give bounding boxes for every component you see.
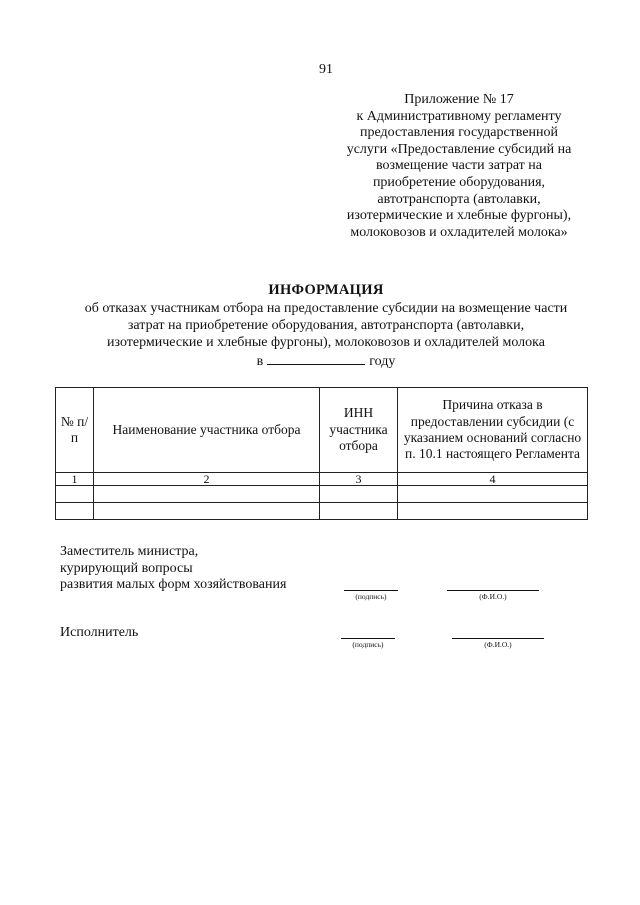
- executor-label: Исполнитель: [60, 625, 139, 640]
- year-prefix: в: [256, 353, 264, 369]
- appendix-line: приобретение оборудования,: [372, 174, 546, 190]
- table-cell: [320, 486, 398, 503]
- header-refusal-reason: Причина отказа в предоставлении субсидии (с указанием оснований согласно п. 10.1 настоящего Регламента: [398, 388, 588, 473]
- table-cell: [398, 486, 588, 503]
- header-number: № п/п: [56, 388, 94, 473]
- table-cell: [56, 486, 94, 503]
- appendix-line: к Административному регламенту: [356, 108, 562, 124]
- document-subtitle: [40, 300, 612, 370]
- document-heading: ИНФОРМАЦИЯ: [268, 282, 384, 298]
- subtitle-line: затрат на приобретение оборудования, автотранспорта (автолавки,: [127, 318, 525, 334]
- column-number: 3: [320, 473, 398, 486]
- name-caption: (Ф.И.О.): [484, 640, 512, 649]
- year-suffix: году: [369, 353, 396, 369]
- deputy-minister-block: [60, 544, 286, 594]
- appendix-line: изотермические и хлебные фургоны),: [346, 208, 572, 224]
- deputy-signature-field: [344, 590, 398, 601]
- appendix-line: молоковозов и охладителей молока»: [350, 224, 568, 240]
- subtitle-line: изотермические и хлебные фургоны), молоковозов и охладителей молока: [107, 335, 545, 351]
- column-number: 4: [398, 473, 588, 486]
- table-cell: [94, 486, 320, 503]
- executor-block: [60, 625, 138, 642]
- name-caption: (Ф.И.О.): [479, 592, 507, 601]
- table-header-row: [56, 388, 588, 473]
- refusals-table: [55, 387, 588, 520]
- column-number: 2: [94, 473, 320, 486]
- appendix-line: Приложение № 17: [404, 92, 514, 107]
- deputy-title-line: развития малых форм хозяйствования: [60, 577, 287, 593]
- year-blank-field: [267, 352, 365, 365]
- page-number: 91: [319, 62, 333, 77]
- deputy-title-line: Заместитель министра,: [60, 544, 199, 559]
- signature-caption: (подпись): [352, 640, 384, 649]
- signature-line: [341, 638, 395, 639]
- executor-name-field: [452, 638, 544, 649]
- table-cell: [56, 503, 94, 520]
- signature-line: [344, 590, 398, 591]
- header-participant-name: Наименование участника отбора: [94, 388, 320, 473]
- executor-signature-field: [341, 638, 395, 649]
- column-number-row: [56, 473, 588, 486]
- appendix-reference: [328, 92, 590, 241]
- appendix-line: услуги «Предоставление субсидий на: [346, 141, 572, 157]
- table-cell: [94, 503, 320, 520]
- year-line: [40, 352, 612, 370]
- table-row: [56, 503, 588, 520]
- signature-caption: (подпись): [355, 592, 387, 601]
- appendix-line: предоставления государственной: [359, 125, 559, 141]
- header-inn: ИНН участника отбора: [320, 388, 398, 473]
- name-line: [452, 638, 544, 639]
- table-row: [56, 486, 588, 503]
- table-cell: [320, 503, 398, 520]
- deputy-name-field: [447, 590, 539, 601]
- table-cell: [398, 503, 588, 520]
- appendix-line: возмещение части затрат на: [375, 158, 543, 174]
- column-number: 1: [56, 473, 94, 486]
- deputy-title-line: курирующий вопросы: [60, 560, 193, 576]
- appendix-line: автотранспорта (автолавки,: [377, 191, 541, 207]
- subtitle-line: об отказах участникам отбора на предоставление субсидии на возмещение части: [84, 301, 568, 316]
- name-line: [447, 590, 539, 591]
